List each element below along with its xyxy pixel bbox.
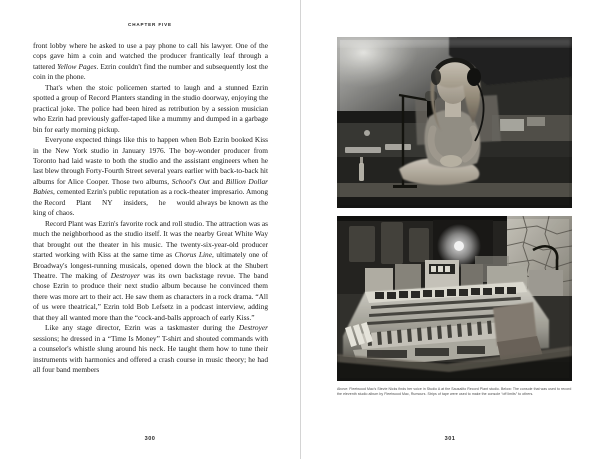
photo-record-plant-console (337, 216, 572, 381)
photo-bottom-artwork (337, 216, 572, 381)
page-number-right: 301 (444, 436, 456, 442)
photo-top-artwork (337, 37, 572, 208)
page-right (300, 0, 600, 459)
paragraph-1: front lobby where he asked to use a pay phone to call his lawyer. One of the cops gave him a coin and watched the producer frantically leaf through a tattered Yellow Pages. Ezrin couldn't find the number and subsequently lost the coin in the phone. (33, 41, 268, 82)
paragraph-2: That's when the stoic policemen started to laugh and a stunned Ezrin spotted a group of Record Planters standing in the studio doorway, enjoying the practical joke. The police had been hired as retribution by a session musician who Ezrin had previously gaffer-taped like a mummy and dumped in a garbage bin for early morning pickup. (33, 82, 268, 134)
photo-stevie-nicks-vocal-booth (337, 37, 572, 208)
photo-caption: Above: Fleetwood Mac's Stevie Nicks finds her voice in Studio A at the Sausalito Record Plant studio. Below: The console that was used to record the eleventh studio album by Fleetwood Mac, Rumours. Strips of tape were used to make the console “off limits” to others. (337, 387, 572, 396)
running-head-chapter: CHAPTER FIVE (128, 22, 172, 27)
paragraph-5: Like any stage director, Ezrin was a taskmaster during the Destroyer sessions; he dressed in a “Time Is Money” T-shirt and shouted commands with a counselor's whistle slung around his neck. He taught them how to tune their instruments with harmonics and offered a crash course in music theory; he had all four band members (33, 323, 268, 375)
paragraph-3: Everyone expected things like this to happen when Bob Ezrin booked Kiss in the New York studio in January 1976. The boy-wonder producer from Toronto had laid waste to both the studio and the assistant engineers when he last blew through Forty-Fourth Street several years earlier with back-to-back hit albums for Alice Cooper. Those two albums, School's Out and Billion Dollar Babies, cemented Ezrin's public reputation as a rock-theater impresario. Among the Record Plant NY insiders, he would always be known as the king of chaos. (33, 135, 268, 218)
paragraph-4: Record Plant was Ezrin's favorite rock and roll studio. The attraction was as much the neighborhood as the studio itself. It was the nearby Great White Way that brought out the theater in his music. The twenty-six-year-old producer started working with Kiss at the same time as Chorus Line, ultimately one of Broadway's longest-running musicals, opened down the block at the Shubert Theatre. The making of Destroyer was its own backstage revue. The band chose Ezrin to produce their next studio album because he convinced them there was more art to their act. He saw them as characters in a rock drama. “All of us were theatrical,” Ezrin told Bob Lefsetz in a podcast interview, adding that they all wanted more than the “cock-and-balls approach of early Kiss.” (33, 218, 268, 322)
body-text-column (33, 41, 268, 376)
page-number-left: 300 (144, 436, 156, 442)
